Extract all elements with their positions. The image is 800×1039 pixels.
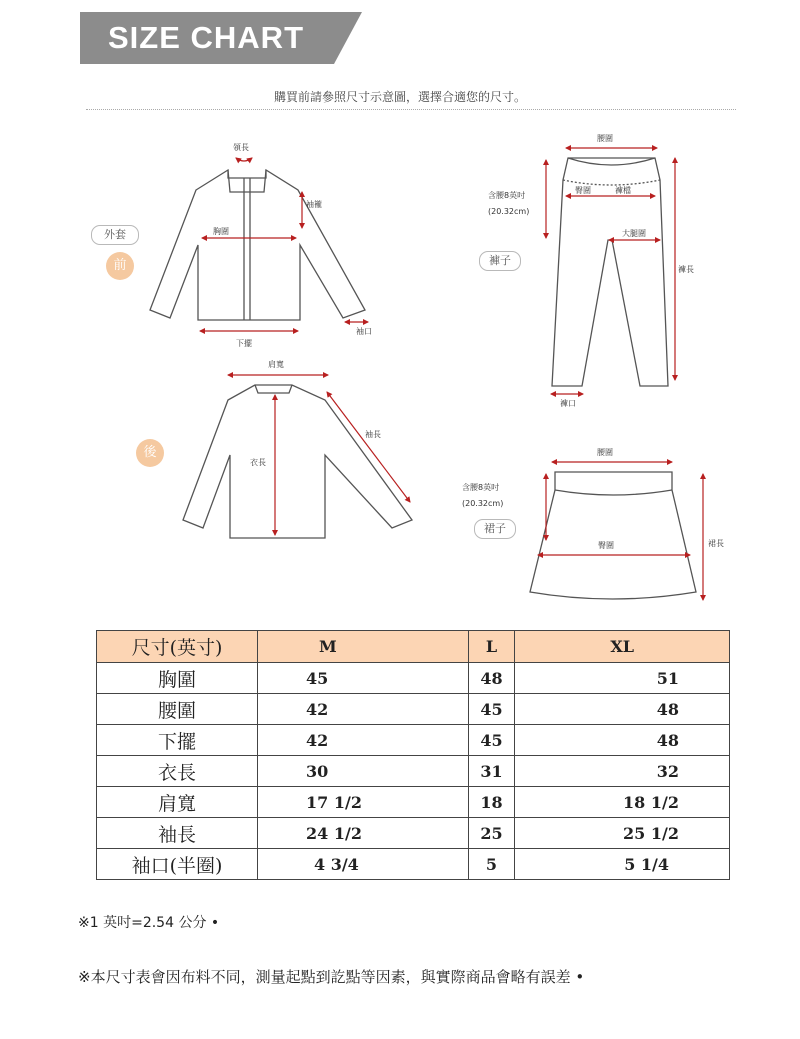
table-header-row	[97, 631, 730, 663]
cell-value: 32	[515, 756, 730, 787]
row-label: 胸圍	[97, 663, 258, 694]
skirt-outline	[530, 472, 696, 599]
size-table	[96, 630, 730, 880]
jacket-front-outline	[150, 170, 365, 320]
cell-value: 30	[258, 756, 469, 787]
label-skirt-note-2: (20.32cm)	[462, 499, 504, 508]
note-inch-conversion: ※1 英吋=2.54 公分 •	[78, 915, 220, 931]
table-header-label: 尺寸(英寸)	[97, 631, 258, 663]
cell-value: 45	[258, 663, 469, 694]
measurement-diagram	[0, 110, 800, 620]
cell-value: 51	[515, 663, 730, 694]
table-row	[97, 663, 730, 694]
table-row	[97, 756, 730, 787]
cell-value: 25 1/2	[515, 818, 730, 849]
row-label: 腰圍	[97, 694, 258, 725]
row-label: 衣長	[97, 756, 258, 787]
row-label: 肩寬	[97, 787, 258, 818]
cell-value: 45	[468, 694, 515, 725]
cell-value: 48	[515, 725, 730, 756]
row-label: 袖口(半圈)	[97, 849, 258, 880]
label-pants-waist: 腰圍	[597, 134, 613, 143]
label-pants-hem: 褲口	[560, 399, 576, 408]
cell-value: 48	[468, 663, 515, 694]
cell-value: 18 1/2	[515, 787, 730, 818]
size-header: M	[258, 631, 469, 663]
cell-value: 42	[258, 725, 469, 756]
table-row	[97, 849, 730, 880]
label-pants-note-1: 含腰8英吋	[488, 191, 526, 200]
label-pants-length: 褲長	[678, 265, 694, 274]
label-pants-crotch: 褲檔	[615, 186, 631, 195]
label-collar: 領長	[233, 143, 249, 152]
cell-value: 18	[468, 787, 515, 818]
label-skirt-note-1: 含腰8英吋	[462, 483, 500, 492]
circle-front: 前	[106, 252, 134, 280]
label-skirt-waist: 腰圍	[597, 448, 613, 457]
size-chart-banner	[80, 12, 362, 64]
label-skirt-hip: 臀圍	[598, 541, 614, 550]
cell-value: 4 3/4	[258, 849, 469, 880]
label-armhole: 袖襱	[306, 200, 322, 209]
tag-skirt: 裙子	[474, 519, 516, 539]
pants-outline	[552, 158, 668, 386]
table-row	[97, 725, 730, 756]
cell-value: 31	[468, 756, 515, 787]
cell-value: 25	[468, 818, 515, 849]
row-label: 下擺	[97, 725, 258, 756]
tag-jacket: 外套	[91, 225, 139, 245]
cell-value: 48	[515, 694, 730, 725]
jacket-back-outline	[183, 385, 412, 538]
label-pants-hip: 臀圍	[575, 186, 591, 195]
label-skirt-length: 裙長	[708, 539, 724, 548]
table-row	[97, 818, 730, 849]
label-cuff: 袖口	[356, 327, 372, 336]
cell-value: 42	[258, 694, 469, 725]
cell-value: 17 1/2	[258, 787, 469, 818]
note-disclaimer: ※本尺寸表會因布料不同，測量起點到訖點等因素，與實際商品會略有誤差 •	[78, 968, 585, 986]
size-header: L	[468, 631, 515, 663]
label-hem: 下擺	[236, 339, 252, 348]
row-label: 袖長	[97, 818, 258, 849]
cell-value: 5 1/4	[515, 849, 730, 880]
table-row	[97, 787, 730, 818]
table-row	[97, 694, 730, 725]
cell-value: 5	[468, 849, 515, 880]
label-pants-note-2: (20.32cm)	[488, 207, 530, 216]
cell-value: 45	[468, 725, 515, 756]
label-chest: 胸圍	[213, 227, 229, 236]
page-subtitle: 購買前請參照尺寸示意圖，選擇合適您的尺寸。	[273, 90, 526, 104]
circle-back: 後	[136, 439, 164, 467]
label-pants-thigh: 大腿圍	[622, 229, 646, 238]
size-header: XL	[515, 631, 730, 663]
label-sleeve: 袖長	[365, 430, 381, 439]
cell-value: 24 1/2	[258, 818, 469, 849]
tag-pants: 褲子	[479, 251, 521, 271]
label-shoulder: 肩寬	[268, 360, 284, 369]
label-length: 衣長	[250, 458, 266, 467]
banner-title: SIZE CHART	[108, 20, 304, 55]
